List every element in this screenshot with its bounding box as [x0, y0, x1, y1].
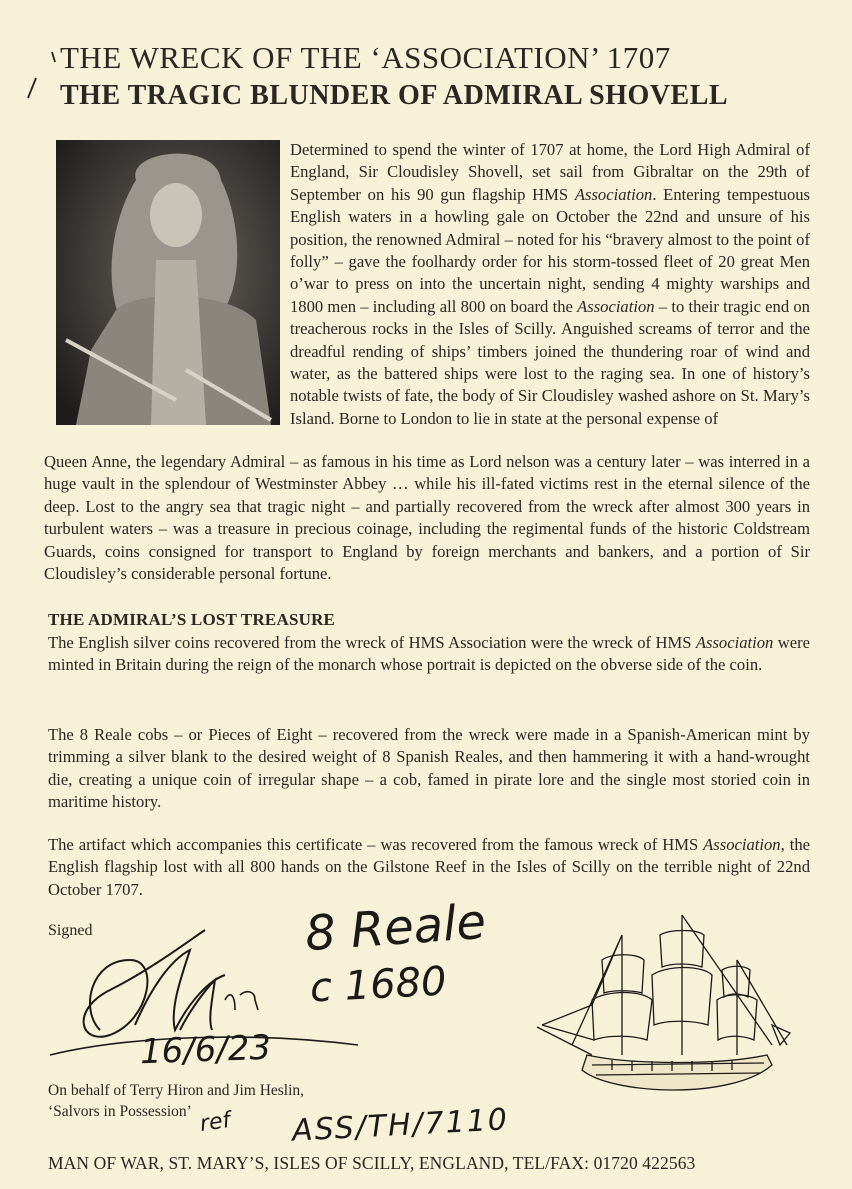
- title-line-2: THE TRAGIC BLUNDER OF ADMIRAL SHOVELL: [60, 80, 729, 111]
- title-line-1: THE WRECK OF THE ‘ASSOCIATION’ 1707: [60, 40, 671, 75]
- handwritten-coin-type: 8 Reale: [303, 893, 488, 963]
- behalf-line-2: ‘Salvors in Possession’: [48, 1103, 192, 1120]
- intro-ship-name-2: Association: [577, 296, 655, 316]
- sailing-ship-illustration: [532, 905, 802, 1115]
- treasure-paragraph-3: [48, 834, 810, 901]
- handwritten-coin-date: c 1680: [308, 958, 448, 1012]
- intro-text-a: Determined to spend the winter of 1707 at home, the Lord High Admiral of England, Sir Cloudisley Shovell, set sail from Gibraltar on the 29th of September on his 90 gun flagship HMS: [290, 140, 810, 204]
- p1-text-b: were minted in Britain during the reign of the monarch whose portrait is depicted on the obverse side of the coin.: [48, 633, 810, 675]
- p3-ship-name: Association: [703, 835, 781, 854]
- p1-text-a: The English silver coins recovered from the wreck of HMS Association were the wreck of HMS: [48, 633, 696, 652]
- p1-ship-name: Association: [695, 633, 774, 652]
- behalf-of-text: [48, 1080, 304, 1122]
- handwritten-ref-label: ref: [198, 1108, 232, 1137]
- treasure-paragraph-2: The 8 Reale cobs – or Pieces of Eight – recovered from the wreck were made in a Spanish-American mint by trimming a silver blank to the desired weight of 8 Spanish Reales, and then hammering it with a hand-wrought die, creating a unique coin of irregular shape – a cob, famed in pirate lore and the single most storied coin in maritime history.: [48, 725, 810, 812]
- intro-paragraph-continued: Queen Anne, the legendary Admiral – as famous in his time as Lord nelson was a century later – was interred in a huge vault in the splendour of Westminster Abbey … while his ill-fated victims rest in the eternal silence of the deep. Lost to the angry sea that tragic night – and partially recovered from the wreck after almost 300 years in turbulent waters – was a treasure in precious coinage, including the regimental funds of the historic Coldstream Guards, coins consigned for transport to England by foreign merchants and bankers, and a portion of Sir Cloudisley’s considerable personal fortune.: [44, 452, 810, 584]
- handwritten-signed-date: 16/6/23: [139, 1027, 272, 1073]
- intro-text-c: – to their tragic end on treacherous rocks in the Isles of Scilly. Anguished screams of terror and the dreadful rending of ships’ timbers joined the thundering roar of wind and water, as the battered ships were lost to the raging sea. In one of history’s notable twists of fate, the body of Sir Cloudisley washed ashore on St. Mary’s Island. Borne to London to lie in state at the personal expense of: [290, 296, 810, 428]
- p3-text-b: , the English flagship lost with all 800 hands on the Gilstone Reef in the Isles of Scilly on the terrible night of 22nd October 1707.: [48, 835, 810, 899]
- admiral-portrait-image: [56, 140, 280, 425]
- p3-text-a: The artifact which accompanies this certificate – was recovered from the famous wreck of HMS: [48, 835, 704, 854]
- handwritten-tick-mark: [22, 48, 60, 103]
- footer-contact-line: MAN OF WAR, ST. MARY’S, ISLES OF SCILLY, ENGLAND, TEL/FAX: 01720 422563: [48, 1153, 696, 1173]
- treasure-heading: THE ADMIRAL’S LOST TREASURE: [48, 610, 336, 629]
- intro-paragraph: [290, 139, 810, 430]
- behalf-line-1: On behalf of Terry Hiron and Jim Heslin,: [48, 1082, 305, 1099]
- intro-ship-name: Association: [574, 184, 653, 204]
- signed-label: Signed: [48, 922, 93, 939]
- handwritten-ref-number: ASS/TH/7110: [291, 1102, 510, 1149]
- treasure-paragraph-1: [48, 632, 810, 677]
- intro-text-b: . Entering tempestuous English waters in a howling gale on October the 22nd and unsure of his position, the renowned Admiral – noted for his “bravery almost to the point of folly” – gave the foolhardy order for his storm-tossed fleet of 20 great Men o’war to press on into the uncertain night, sending 4 mighty warships and 1800 men – including all 800 on board the: [290, 184, 810, 316]
